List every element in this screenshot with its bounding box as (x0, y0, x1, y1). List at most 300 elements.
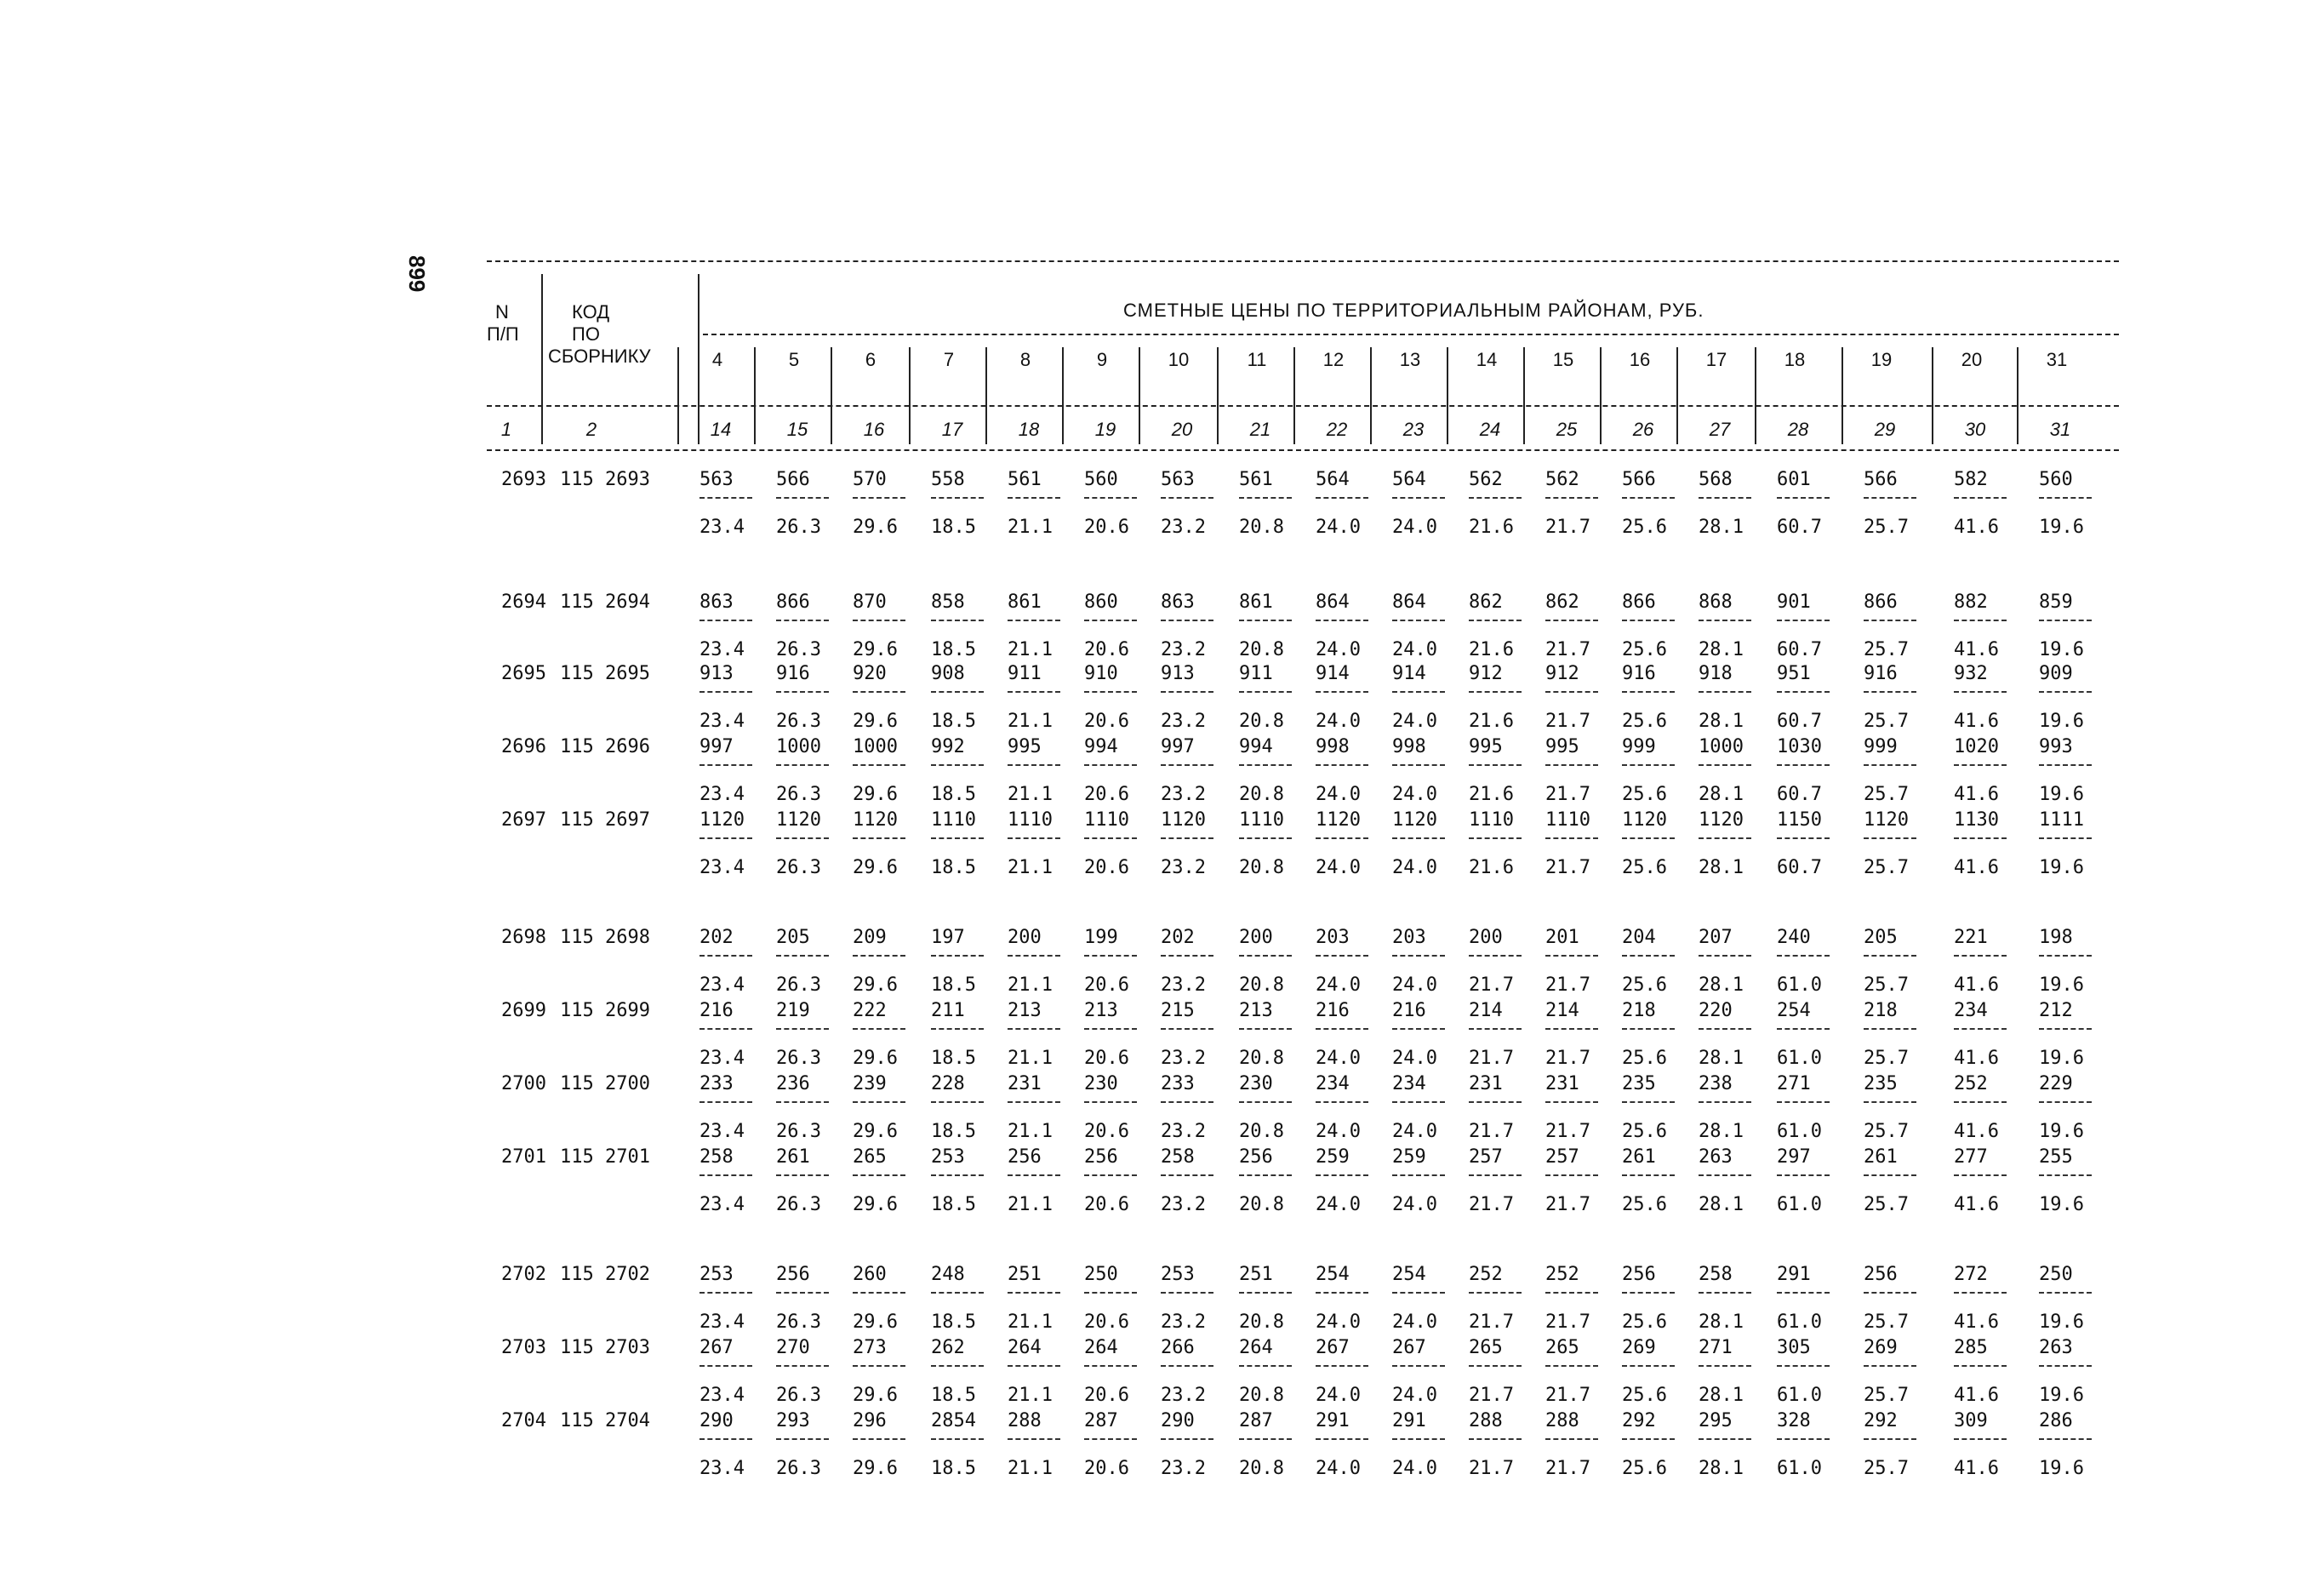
price-value: 997 (699, 736, 734, 757)
price-value: 286 (2039, 1410, 2073, 1431)
coefficient-value: 61.0 (1777, 1194, 1822, 1215)
coefficient-value: 24.0 (1316, 1385, 1361, 1406)
column-index: 15 (786, 419, 808, 440)
fraction-line (1239, 1101, 1292, 1103)
coefficient-value: 25.6 (1622, 1194, 1667, 1215)
row-code: 115 2701 (560, 1146, 650, 1168)
coefficient-value: 28.1 (1699, 857, 1744, 878)
price-value: 1120 (1316, 809, 1361, 831)
coefficient-value: 25.7 (1864, 711, 1909, 732)
price-value: 1111 (2039, 809, 2084, 831)
price-value: 558 (931, 469, 965, 490)
price-value: 262 (931, 1337, 965, 1358)
row-number: 2704 (501, 1410, 546, 1431)
coefficient-value: 18.5 (931, 974, 976, 996)
fraction-line (1469, 1365, 1522, 1367)
fraction-line (1777, 620, 1830, 621)
row-number: 2695 (501, 663, 546, 684)
coefficient-value: 60.7 (1777, 857, 1822, 878)
region-divider (831, 347, 832, 444)
header-po: ПО (572, 323, 600, 345)
fraction-line (1954, 1365, 2007, 1367)
fraction-line (1864, 497, 1916, 499)
coefficient-value: 20.6 (1084, 711, 1129, 732)
coefficient-value: 23.4 (699, 1311, 745, 1333)
fraction-line (931, 691, 984, 693)
fraction-line (1316, 1438, 1368, 1440)
fraction-line (1008, 1292, 1060, 1294)
coefficient-value: 41.6 (1954, 517, 1999, 538)
coefficient-value: 20.6 (1084, 974, 1129, 996)
coefficient-value: 26.3 (776, 711, 821, 732)
coefficient-value: 23.2 (1161, 517, 1206, 538)
fraction-line (1777, 1174, 1830, 1176)
coefficient-value: 19.6 (2039, 639, 2084, 660)
row-code: 115 2698 (560, 927, 650, 948)
column-index: 20 (1171, 419, 1193, 440)
coefficient-value: 20.8 (1239, 857, 1284, 878)
price-value: 999 (1622, 736, 1656, 757)
coefficient-value: 23.4 (699, 639, 745, 660)
region-number: 19 (1870, 349, 1893, 370)
fraction-line (1008, 620, 1060, 621)
fraction-line (1864, 620, 1916, 621)
coefficient-value: 19.6 (2039, 974, 2084, 996)
fraction-line (1954, 1292, 2007, 1294)
coefficient-value: 20.6 (1084, 1048, 1129, 1069)
price-value: 205 (1864, 927, 1898, 948)
price-value: 220 (1699, 1000, 1733, 1021)
price-value: 291 (1777, 1264, 1811, 1285)
row-code: 115 2693 (560, 469, 650, 490)
row-number: 2694 (501, 591, 546, 613)
coefficient-value: 24.0 (1316, 1194, 1361, 1215)
fraction-line (776, 1292, 829, 1294)
price-value: 250 (2039, 1264, 2073, 1285)
price-value: 1120 (1161, 809, 1206, 831)
coefficient-value: 21.6 (1469, 639, 1514, 660)
coefficient-value: 61.0 (1777, 1385, 1822, 1406)
fraction-line (1469, 1174, 1522, 1176)
price-value: 911 (1239, 663, 1273, 684)
fraction-line (1622, 1174, 1675, 1176)
price-value: 265 (1469, 1337, 1503, 1358)
coefficient-value: 25.7 (1864, 1385, 1909, 1406)
fraction-line (699, 1101, 752, 1103)
fraction-line (1699, 955, 1751, 957)
fraction-line (1864, 1028, 1916, 1030)
coefficient-value: 21.1 (1008, 784, 1053, 805)
region-number: 8 (1019, 349, 1031, 370)
coefficient-value: 24.0 (1392, 1385, 1437, 1406)
fraction-line (1864, 764, 1916, 766)
coefficient-value: 18.5 (931, 857, 976, 878)
coefficient-value: 20.6 (1084, 517, 1129, 538)
fraction-line (2039, 691, 2092, 693)
coefficient-value: 28.1 (1699, 1121, 1744, 1142)
coefficient-value: 18.5 (931, 784, 976, 805)
region-number: 5 (788, 349, 800, 370)
price-value: 213 (1084, 1000, 1118, 1021)
fraction-line (1084, 1101, 1137, 1103)
region-divider (1932, 347, 1933, 444)
price-value: 1110 (1469, 809, 1514, 831)
price-value: 197 (931, 927, 965, 948)
coefficient-value: 28.1 (1699, 784, 1744, 805)
column-index: 29 (1874, 419, 1896, 440)
coefficient-value: 61.0 (1777, 974, 1822, 996)
price-value: 882 (1954, 591, 1988, 613)
fraction-line (1008, 955, 1060, 957)
fraction-line (1954, 691, 2007, 693)
price-value: 230 (1239, 1073, 1273, 1094)
region-number: 13 (1399, 349, 1421, 370)
coefficient-value: 23.4 (699, 1048, 745, 1069)
column-index: 18 (1018, 419, 1040, 440)
price-value: 291 (1316, 1410, 1350, 1431)
fraction-line (1545, 1365, 1598, 1367)
fraction-line (1161, 1174, 1213, 1176)
fraction-line (1954, 620, 2007, 621)
fraction-line (1469, 955, 1522, 957)
fraction-line (2039, 620, 2092, 621)
fraction-line (1469, 764, 1522, 766)
price-value: 213 (1239, 1000, 1273, 1021)
region-divider (1217, 347, 1219, 444)
fraction-line (1777, 1292, 1830, 1294)
column-index: 21 (1249, 419, 1271, 440)
fraction-line (2039, 1174, 2092, 1176)
coefficient-value: 23.4 (699, 517, 745, 538)
row-code: 115 2696 (560, 736, 650, 757)
price-value: 198 (2039, 927, 2073, 948)
coefficient-value: 24.0 (1316, 1048, 1361, 1069)
fraction-line (699, 764, 752, 766)
price-value: 233 (699, 1073, 734, 1094)
coefficient-value: 41.6 (1954, 1194, 1999, 1215)
coefficient-value: 23.4 (699, 1194, 745, 1215)
price-value: 256 (776, 1264, 810, 1285)
price-value: 864 (1392, 591, 1426, 613)
header-bottom-rule (487, 405, 2119, 407)
coefficient-value: 23.2 (1161, 639, 1206, 660)
price-value: 256 (1084, 1146, 1118, 1168)
fraction-line (853, 497, 905, 499)
price-value: 269 (1622, 1337, 1656, 1358)
column-index: 23 (1402, 419, 1425, 440)
coefficient-value: 60.7 (1777, 711, 1822, 732)
fraction-line (1864, 1101, 1916, 1103)
region-divider (1062, 347, 1064, 444)
fraction-line (2039, 1028, 2092, 1030)
coefficient-value: 21.1 (1008, 974, 1053, 996)
price-value: 995 (1469, 736, 1503, 757)
fraction-line (1545, 837, 1598, 839)
fraction-line (1954, 837, 2007, 839)
price-value: 861 (1008, 591, 1042, 613)
coefficient-value: 20.6 (1084, 1121, 1129, 1142)
price-value: 309 (1954, 1410, 1988, 1431)
fraction-line (776, 837, 829, 839)
coefficient-value: 21.1 (1008, 857, 1053, 878)
price-value: 263 (1699, 1146, 1733, 1168)
coefficient-value: 19.6 (2039, 1048, 2084, 1069)
coefficient-value: 23.2 (1161, 1311, 1206, 1333)
price-value: 265 (1545, 1337, 1579, 1358)
fraction-line (1622, 1365, 1675, 1367)
coefficient-value: 26.3 (776, 1121, 821, 1142)
coefficient-value: 41.6 (1954, 974, 1999, 996)
coefficient-value: 21.7 (1545, 1121, 1590, 1142)
coefficient-value: 25.7 (1864, 1311, 1909, 1333)
region-divider (1841, 347, 1843, 444)
fraction-line (1316, 1101, 1368, 1103)
fraction-line (1469, 620, 1522, 621)
row-number: 2697 (501, 809, 546, 831)
header-pp: П/П (487, 323, 519, 345)
fraction-line (853, 620, 905, 621)
price-value: 256 (1864, 1264, 1898, 1285)
column-index: 26 (1632, 419, 1654, 440)
coefficient-value: 21.1 (1008, 639, 1053, 660)
price-value: 254 (1392, 1264, 1426, 1285)
region-divider (1523, 347, 1525, 444)
fraction-line (1469, 497, 1522, 499)
fraction-line (1161, 1438, 1213, 1440)
price-value: 997 (1161, 736, 1195, 757)
coefficient-value: 20.6 (1084, 784, 1129, 805)
fraction-line (2039, 764, 2092, 766)
fraction-line (1392, 764, 1445, 766)
fraction-line (1699, 497, 1751, 499)
coefficient-value: 26.3 (776, 1458, 821, 1479)
fraction-line (1392, 837, 1445, 839)
coefficient-value: 24.0 (1392, 1121, 1437, 1142)
region-divider (985, 347, 987, 444)
fraction-line (1161, 691, 1213, 693)
coefficient-value: 23.4 (699, 784, 745, 805)
coefficient-value: 25.7 (1864, 784, 1909, 805)
price-value: 260 (853, 1264, 887, 1285)
price-value: 230 (1084, 1073, 1118, 1094)
price-value: 265 (853, 1146, 887, 1168)
region-number: 17 (1705, 349, 1727, 370)
coefficient-value: 26.3 (776, 517, 821, 538)
price-value: 288 (1469, 1410, 1503, 1431)
coefficient-value: 19.6 (2039, 517, 2084, 538)
coefficient-value: 28.1 (1699, 517, 1744, 538)
header-subtitle-rule (703, 334, 2119, 335)
fraction-line (1161, 620, 1213, 621)
price-value: 255 (2039, 1146, 2073, 1168)
coefficient-value: 25.7 (1864, 974, 1909, 996)
region-number: 18 (1784, 349, 1806, 370)
price-value: 252 (1545, 1264, 1579, 1285)
price-value: 860 (1084, 591, 1118, 613)
fraction-line (931, 497, 984, 499)
price-value: 1000 (1699, 736, 1744, 757)
coefficient-value: 61.0 (1777, 1048, 1822, 1069)
coefficient-value: 26.3 (776, 639, 821, 660)
coefficient-value: 26.3 (776, 784, 821, 805)
price-value: 218 (1622, 1000, 1656, 1021)
row-code: 115 2702 (560, 1264, 650, 1285)
region-number: 16 (1629, 349, 1651, 370)
fraction-line (1161, 764, 1213, 766)
fraction-line (776, 955, 829, 957)
coefficient-value: 19.6 (2039, 857, 2084, 878)
region-number: 15 (1552, 349, 1574, 370)
fraction-line (699, 497, 752, 499)
price-value: 568 (1699, 469, 1733, 490)
price-value: 1110 (1545, 809, 1590, 831)
price-value: 998 (1316, 736, 1350, 757)
coefficient-value: 25.7 (1864, 1458, 1909, 1479)
coefficient-value: 24.0 (1392, 1194, 1437, 1215)
coefficient-value: 23.2 (1161, 711, 1206, 732)
region-number: 6 (865, 349, 876, 370)
row-code: 115 2697 (560, 809, 650, 831)
region-divider (2017, 347, 2019, 444)
fraction-line (1545, 1174, 1598, 1176)
fraction-line (1316, 620, 1368, 621)
coefficient-value: 19.6 (2039, 711, 2084, 732)
fraction-line (1316, 764, 1368, 766)
fraction-line (1777, 1365, 1830, 1367)
coefficient-value: 23.2 (1161, 857, 1206, 878)
coefficient-value: 29.6 (853, 711, 898, 732)
coefficient-value: 41.6 (1954, 1121, 1999, 1142)
price-value: 995 (1008, 736, 1042, 757)
coefficient-value: 28.1 (1699, 1194, 1744, 1215)
price-value: 222 (853, 1000, 887, 1021)
fraction-line (1777, 837, 1830, 839)
coefficient-value: 23.4 (699, 711, 745, 732)
price-value: 234 (1954, 1000, 1988, 1021)
fraction-line (1699, 1028, 1751, 1030)
price-value: 998 (1392, 736, 1426, 757)
coefficient-value: 23.2 (1161, 1121, 1206, 1142)
price-value: 858 (931, 591, 965, 613)
row-code: 115 2695 (560, 663, 650, 684)
fraction-line (853, 1174, 905, 1176)
price-value: 231 (1469, 1073, 1503, 1094)
coefficient-value: 21.7 (1469, 1121, 1514, 1142)
fraction-line (1084, 1365, 1137, 1367)
column-index: 24 (1479, 419, 1501, 440)
price-value: 273 (853, 1337, 887, 1358)
fraction-line (1008, 1365, 1060, 1367)
fraction-line (1864, 691, 1916, 693)
price-value: 296 (853, 1410, 887, 1431)
price-value: 261 (1622, 1146, 1656, 1168)
coefficient-value: 20.6 (1084, 857, 1129, 878)
fraction-line (1699, 1292, 1751, 1294)
price-value: 216 (699, 1000, 734, 1021)
fraction-line (1469, 1438, 1522, 1440)
fraction-line (1777, 1438, 1830, 1440)
fraction-line (1545, 1438, 1598, 1440)
price-value: 1110 (1239, 809, 1284, 831)
coefficient-value: 21.6 (1469, 517, 1514, 538)
price-value: 1120 (1864, 809, 1909, 831)
coefficient-value: 21.7 (1469, 1458, 1514, 1479)
price-value: 1110 (931, 809, 976, 831)
coefficient-value: 20.8 (1239, 639, 1284, 660)
fraction-line (853, 764, 905, 766)
price-value: 267 (1316, 1337, 1350, 1358)
coefficient-value: 41.6 (1954, 857, 1999, 878)
left-index: 1 (500, 419, 512, 440)
coefficient-value: 41.6 (1954, 784, 1999, 805)
row-number: 2701 (501, 1146, 546, 1168)
price-value: 219 (776, 1000, 810, 1021)
fraction-line (1008, 764, 1060, 766)
region-divider (677, 347, 679, 444)
price-value: 258 (699, 1146, 734, 1168)
column-index: 16 (863, 419, 885, 440)
price-value: 1130 (1954, 809, 1999, 831)
fraction-line (1954, 1101, 2007, 1103)
price-value: 207 (1699, 927, 1733, 948)
coefficient-value: 21.7 (1469, 1385, 1514, 1406)
price-value: 932 (1954, 663, 1988, 684)
price-value: 563 (1161, 469, 1195, 490)
fraction-line (776, 1438, 829, 1440)
price-value: 297 (1777, 1146, 1811, 1168)
price-value: 328 (1777, 1410, 1811, 1431)
fraction-line (1008, 1101, 1060, 1103)
fraction-line (1954, 497, 2007, 499)
coefficient-value: 60.7 (1777, 784, 1822, 805)
coefficient-value: 24.0 (1316, 1311, 1361, 1333)
fraction-line (2039, 837, 2092, 839)
coefficient-value: 24.0 (1392, 711, 1437, 732)
coefficient-value: 29.6 (853, 1194, 898, 1215)
fraction-line (699, 1365, 752, 1367)
fraction-line (1239, 1292, 1292, 1294)
fraction-line (1084, 1174, 1137, 1176)
fraction-line (776, 1174, 829, 1176)
header-top-rule (487, 260, 2119, 262)
fraction-line (853, 691, 905, 693)
column-index: 17 (941, 419, 963, 440)
fraction-line (853, 1028, 905, 1030)
price-value: 266 (1161, 1337, 1195, 1358)
region-number: 12 (1322, 349, 1345, 370)
price-value: 862 (1469, 591, 1503, 613)
region-number: 10 (1168, 349, 1190, 370)
coefficient-value: 21.1 (1008, 1385, 1053, 1406)
fraction-line (1699, 837, 1751, 839)
fraction-line (1622, 1292, 1675, 1294)
coefficient-value: 25.7 (1864, 857, 1909, 878)
price-value: 231 (1545, 1073, 1579, 1094)
row-code: 115 2699 (560, 1000, 650, 1021)
fraction-line (1954, 1028, 2007, 1030)
fraction-line (1161, 1365, 1213, 1367)
fraction-line (1622, 764, 1675, 766)
row-number: 2698 (501, 927, 546, 948)
coefficient-value: 20.6 (1084, 1194, 1129, 1215)
price-value: 1120 (699, 809, 745, 831)
fraction-line (2039, 1292, 2092, 1294)
price-value: 1110 (1084, 809, 1129, 831)
price-value: 218 (1864, 1000, 1898, 1021)
coefficient-value: 61.0 (1777, 1121, 1822, 1142)
fraction-line (1545, 955, 1598, 957)
price-value: 868 (1699, 591, 1733, 613)
